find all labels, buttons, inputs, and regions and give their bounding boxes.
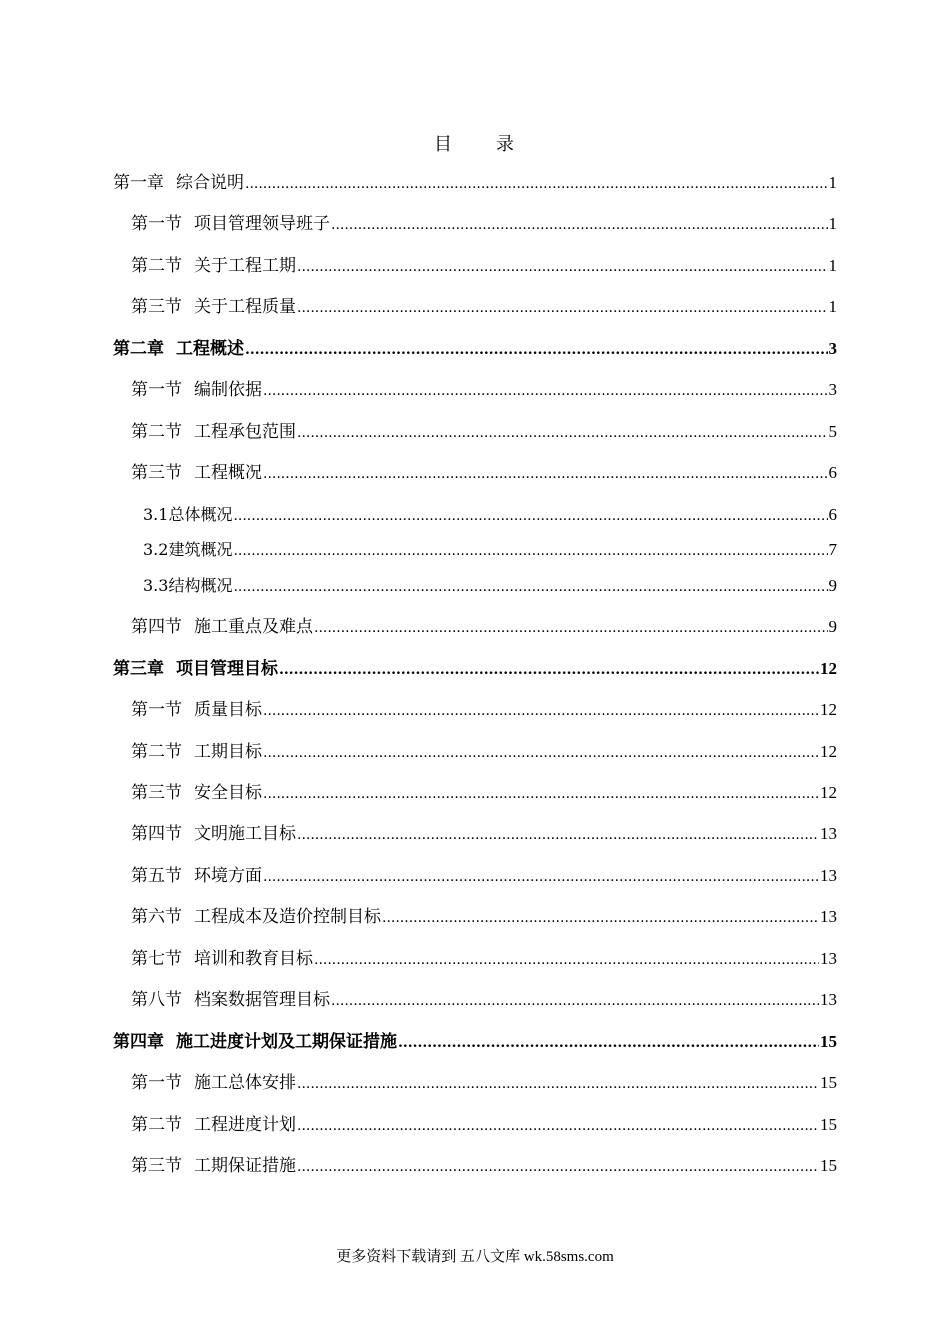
toc-entry-page: 13 <box>820 866 837 885</box>
toc-entry-number: 第一节 <box>131 214 182 234</box>
dot-leader <box>245 337 828 362</box>
toc-entry-label <box>143 538 232 562</box>
toc-entry[interactable] <box>131 212 837 237</box>
toc-entry-text: 编制依据 <box>194 380 262 400</box>
toc-entry-label <box>113 1030 397 1054</box>
toc-entry-text: 工程成本及造价控制目标 <box>194 907 381 927</box>
toc-entry-text: 关于工程质量 <box>194 297 296 317</box>
toc-entry[interactable] <box>113 1030 837 1055</box>
toc-entry-text: 施工进度计划及工期保证措施 <box>176 1032 397 1052</box>
toc-entry-label <box>131 420 296 444</box>
toc-entry[interactable] <box>113 337 837 362</box>
toc-entry-label <box>131 1071 296 1095</box>
toc-entry[interactable] <box>131 947 837 972</box>
toc-entry-page: 1 <box>828 256 837 275</box>
toc-entry-page: 15 <box>820 1032 837 1051</box>
toc-entry[interactable] <box>131 295 837 320</box>
dot-leader <box>314 615 828 640</box>
toc-entry-text: 3.2建筑概况 <box>143 540 233 559</box>
dot-leader <box>297 1071 819 1096</box>
toc-entry-page: 12 <box>820 700 837 719</box>
toc-entry-label <box>131 822 296 846</box>
toc-entry-label <box>131 295 296 319</box>
dot-leader <box>233 574 827 599</box>
toc-entry-text: 项目管理目标 <box>176 659 278 679</box>
toc-entry[interactable] <box>143 503 837 528</box>
toc-entry-label <box>131 781 262 805</box>
toc-entry-text: 培训和教育目标 <box>194 949 313 969</box>
dot-leader <box>263 740 819 765</box>
toc-entry-number: 第五节 <box>131 866 182 886</box>
toc-entry[interactable] <box>131 1154 837 1179</box>
toc-entry[interactable] <box>131 420 837 445</box>
toc-entry[interactable] <box>131 781 837 806</box>
toc-entry-number: 第四节 <box>131 617 182 637</box>
toc-entry-text: 工期保证措施 <box>194 1156 296 1176</box>
toc-entry-page: 9 <box>828 617 837 636</box>
toc-entry-page: 3 <box>828 380 837 399</box>
dot-leader <box>233 538 827 563</box>
toc-entry-text: 综合说明 <box>176 173 244 193</box>
dot-leader <box>297 1113 819 1138</box>
toc-entry-page: 13 <box>820 907 837 926</box>
toc-entry-text: 3.1总体概况 <box>143 505 233 524</box>
toc-entry-label <box>131 864 262 888</box>
toc-title-right: 录 <box>496 134 516 155</box>
toc-entry-page: 6 <box>828 505 837 524</box>
toc-entry-label <box>131 740 262 764</box>
toc-entry-label <box>143 503 232 527</box>
dot-leader <box>297 822 819 847</box>
toc-entry-number: 第八节 <box>131 990 182 1010</box>
dot-leader <box>263 864 819 889</box>
toc-entry-label <box>131 378 262 402</box>
toc-entry-page: 5 <box>828 422 837 441</box>
toc-entry-page: 6 <box>828 463 837 482</box>
dot-leader <box>297 1154 819 1179</box>
toc-entry-text: 项目管理领导班子 <box>194 214 330 234</box>
dot-leader <box>331 212 828 237</box>
toc-entry-label <box>131 947 313 971</box>
toc-entry-label <box>113 657 278 681</box>
toc-entry-number: 第二章 <box>113 339 164 359</box>
toc-entry-label <box>143 574 232 598</box>
toc-entry-number: 第一章 <box>113 173 164 193</box>
toc-entry-page: 1 <box>828 173 837 192</box>
toc-entry-text: 文明施工目标 <box>194 824 296 844</box>
toc-entry[interactable] <box>131 905 837 930</box>
toc-entry[interactable] <box>113 657 837 682</box>
toc-entry-text: 安全目标 <box>194 783 262 803</box>
toc-entry-page: 12 <box>820 783 837 802</box>
toc-entry-label <box>131 461 262 485</box>
toc-entry[interactable] <box>131 822 837 847</box>
dot-leader <box>297 420 828 445</box>
toc-entry-number: 第七节 <box>131 949 182 969</box>
toc-entry-text: 档案数据管理目标 <box>194 990 330 1010</box>
toc-entry-page: 12 <box>820 742 837 761</box>
toc-entry-text: 质量目标 <box>194 700 262 720</box>
toc-entry-text: 工期目标 <box>194 742 262 762</box>
toc-entry[interactable] <box>131 378 837 403</box>
toc-entry-text: 工程承包范围 <box>194 422 296 442</box>
dot-leader <box>279 657 819 682</box>
toc-entry[interactable] <box>131 864 837 889</box>
toc-entry-text: 3.3结构概况 <box>143 576 233 595</box>
toc-entry[interactable] <box>143 574 837 599</box>
toc-entry-text: 环境方面 <box>194 866 262 886</box>
toc-entry[interactable] <box>131 1071 837 1096</box>
toc-entry-label <box>131 254 296 278</box>
dot-leader <box>398 1030 819 1055</box>
toc-entry-number: 第二节 <box>131 422 182 442</box>
toc-entry-label <box>131 1113 296 1137</box>
toc-entry-page: 13 <box>820 949 837 968</box>
toc-entry-number: 第二节 <box>131 1115 182 1135</box>
toc-entry-page: 15 <box>820 1156 837 1175</box>
toc-entry-label <box>131 615 313 639</box>
toc-entry[interactable] <box>143 538 837 563</box>
toc-entry[interactable] <box>131 615 837 640</box>
toc-entry-label <box>131 988 330 1012</box>
toc-entry-number: 第二节 <box>131 256 182 276</box>
dot-leader <box>297 295 828 320</box>
toc-entry[interactable] <box>131 254 837 279</box>
dot-leader <box>297 254 828 279</box>
toc-entry[interactable] <box>131 740 837 765</box>
dot-leader <box>233 503 827 528</box>
toc-entry[interactable] <box>131 1113 837 1138</box>
toc-entry-text: 工程概况 <box>194 463 262 483</box>
toc-entry-number: 第一节 <box>131 1073 182 1093</box>
dot-leader <box>331 988 819 1013</box>
toc-entry[interactable] <box>113 171 837 196</box>
footer-note: 更多资料下载请到 五八文库 wk.58sms.com <box>336 1249 614 1265</box>
toc-entry-number: 第四章 <box>113 1032 164 1052</box>
toc-entry-label <box>131 698 262 722</box>
toc-entry-number: 第四节 <box>131 824 182 844</box>
toc-entry-page: 13 <box>820 990 837 1009</box>
toc-entry-page: 3 <box>828 339 837 358</box>
toc-entry-number: 第一节 <box>131 380 182 400</box>
toc-entry-page: 7 <box>828 540 837 559</box>
toc-entry-number: 第三章 <box>113 659 164 679</box>
dot-leader <box>314 947 819 972</box>
toc-entry-label <box>113 337 244 361</box>
dot-leader <box>245 171 828 196</box>
toc-entry-page: 13 <box>820 824 837 843</box>
dot-leader <box>263 781 819 806</box>
toc-entry-label <box>131 1154 296 1178</box>
toc-entry-page: 9 <box>828 576 837 595</box>
toc-entry-text: 关于工程工期 <box>194 256 296 276</box>
dot-leader <box>263 698 819 723</box>
toc-entry[interactable] <box>131 461 837 486</box>
toc-entry-label <box>131 905 381 929</box>
toc-entry-label <box>113 171 244 195</box>
toc-entry-page: 15 <box>820 1073 837 1092</box>
dot-leader <box>382 905 819 930</box>
toc-entry-number: 第三节 <box>131 463 182 483</box>
toc-entry-text: 工程进度计划 <box>194 1115 296 1135</box>
toc-entry-text: 施工总体安排 <box>194 1073 296 1093</box>
toc-entry-page: 1 <box>828 297 837 316</box>
dot-leader <box>263 378 828 403</box>
toc-entry-number: 第二节 <box>131 742 182 762</box>
toc-entry-number: 第一节 <box>131 700 182 720</box>
toc-entry-number: 第三节 <box>131 1156 182 1176</box>
toc-entry-number: 第三节 <box>131 783 182 803</box>
toc-title <box>0 130 950 156</box>
dot-leader <box>263 461 828 486</box>
toc-entry-page: 15 <box>820 1115 837 1134</box>
toc-title-left: 目 <box>434 134 454 155</box>
toc-entry-text: 施工重点及难点 <box>194 617 313 637</box>
toc-entry-label <box>131 212 330 236</box>
toc-entry-text: 工程概述 <box>176 339 244 359</box>
toc-entry-page: 12 <box>820 659 837 678</box>
toc-entry-page: 1 <box>828 214 837 233</box>
toc-entry-number: 第三节 <box>131 297 182 317</box>
toc-entry[interactable] <box>131 988 837 1013</box>
toc-entry-number: 第六节 <box>131 907 182 927</box>
toc-entry[interactable] <box>131 698 837 723</box>
